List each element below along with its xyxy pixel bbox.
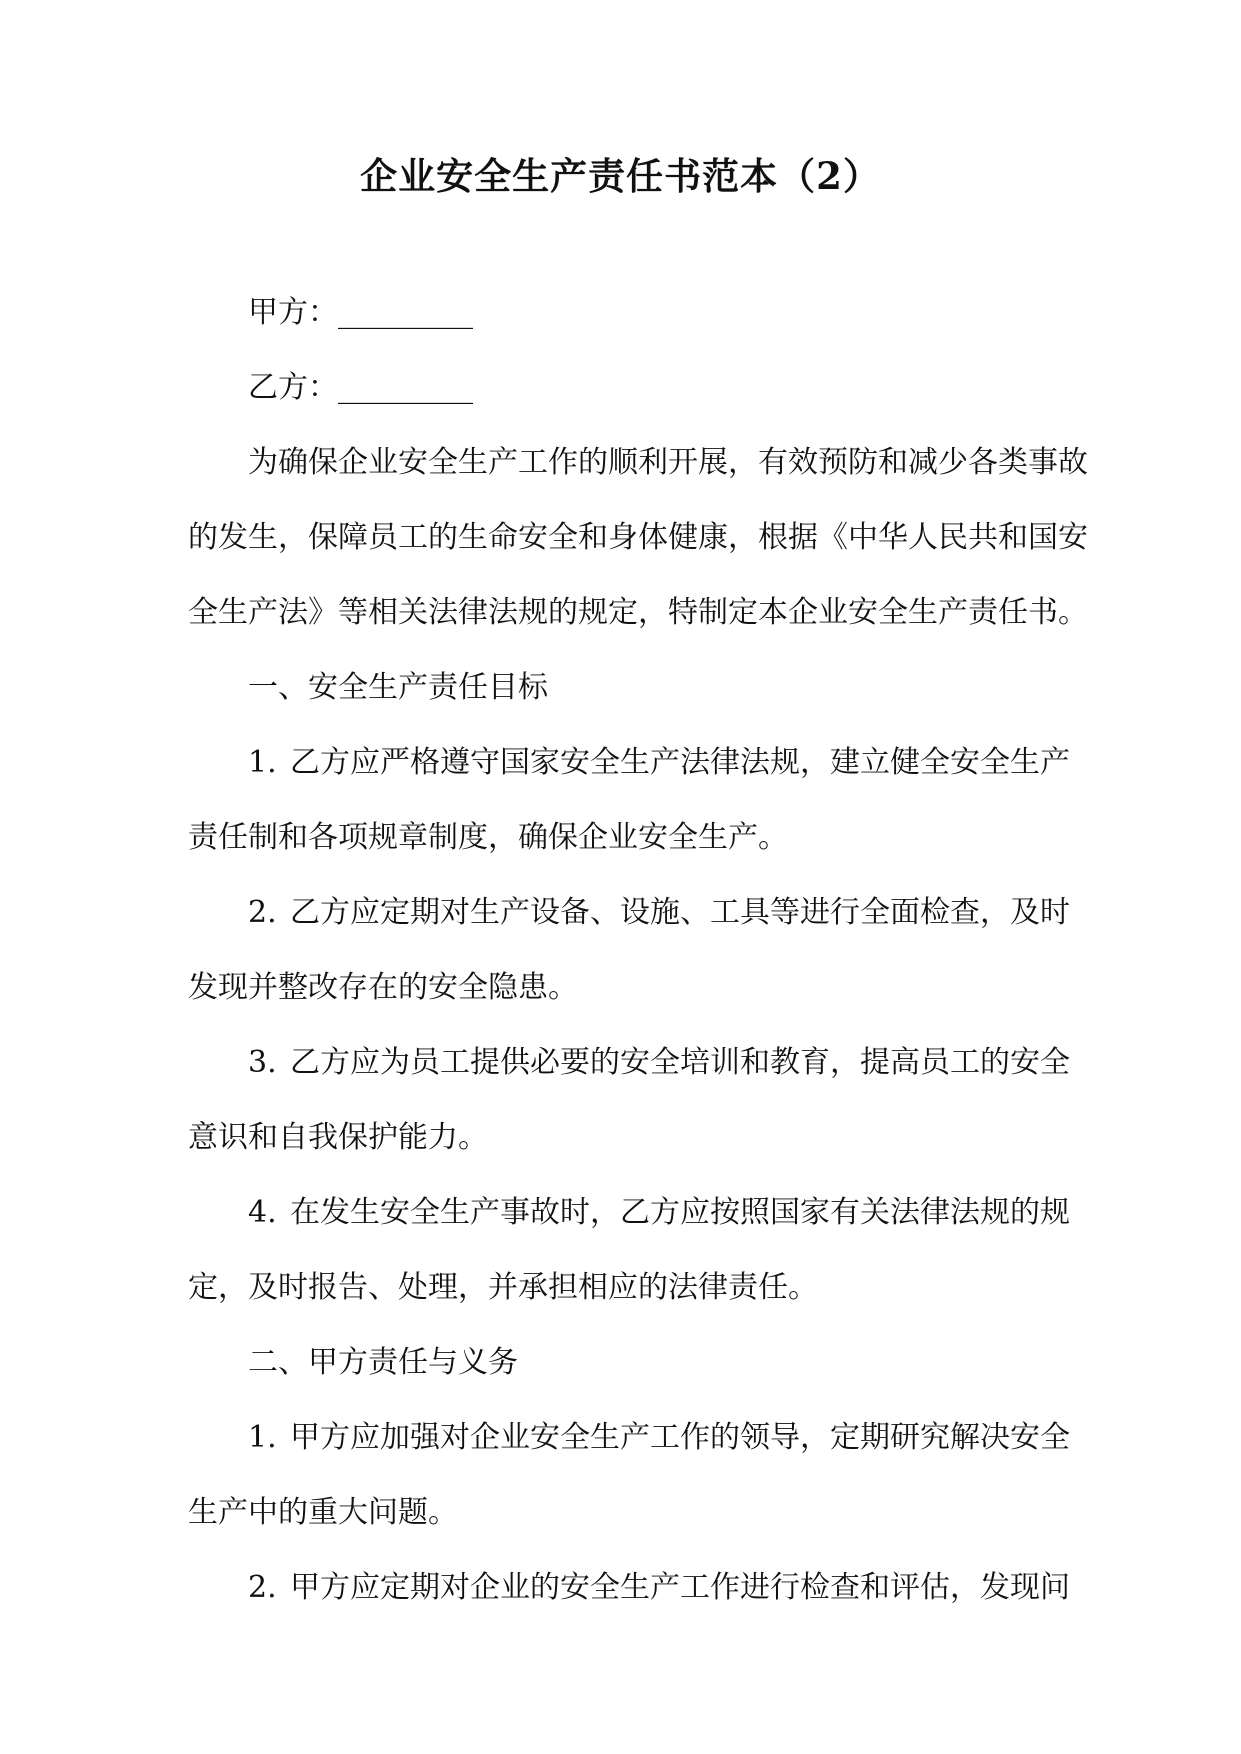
list-item [188,725,1070,875]
intro-line: 全生产法》等相关法律法规的规定，特制定本企业安全生产责任书。 [188,595,1088,630]
item-number: 3. [248,1045,277,1080]
item-text: 甲方应定期对企业的安全生产工作进行检查和评估，发现问 [290,1570,1070,1605]
list-item [188,1400,1070,1550]
item-number: 1. [248,1420,277,1455]
intro-line: 的发生，保障员工的生命安全和身体健康，根据《中华人民共和国安 [188,520,1088,555]
document-body [188,275,1088,1625]
item-text: 乙方应严格遵守国家安全生产法律法规，建立健全安全生产 [290,745,1070,780]
item-text: 生产中的重大问题。 [188,1495,458,1530]
item-number: 2. [248,895,277,930]
item-text: 在发生安全生产事故时，乙方应按照国家有关法律法规的规 [290,1195,1070,1230]
item-number: 4. [248,1195,277,1230]
section-heading: 二、甲方责任与义务 [248,1345,518,1380]
list-item [188,875,1070,1025]
list-item [188,1175,1070,1325]
list-item [188,1550,1070,1625]
party-a-line: 甲方：_________ [248,295,473,330]
item-text: 责任制和各项规章制度，确保企业安全生产。 [188,820,788,855]
section-heading: 一、安全生产责任目标 [248,670,548,705]
item-number: 1. [248,745,277,780]
item-text: 甲方应加强对企业安全生产工作的领导，定期研究解决安全 [290,1420,1070,1455]
item-number: 2. [248,1570,277,1605]
party-b-line: 乙方：_________ [248,370,473,405]
item-text: 乙方应定期对生产设备、设施、工具等进行全面检查，及时 [290,895,1070,930]
item-text: 定，及时报告、处理，并承担相应的法律责任。 [188,1270,818,1305]
list-item [188,1025,1070,1175]
item-text: 乙方应为员工提供必要的安全培训和教育，提高员工的安全 [290,1045,1070,1080]
intro-line: 为确保企业安全生产工作的顺利开展，有效预防和减少各类事故 [248,445,1088,480]
document-title: 企业安全生产责任书范本（2） [360,154,881,198]
item-text: 意识和自我保护能力。 [188,1120,488,1155]
item-text: 发现并整改存在的安全隐患。 [188,970,578,1005]
